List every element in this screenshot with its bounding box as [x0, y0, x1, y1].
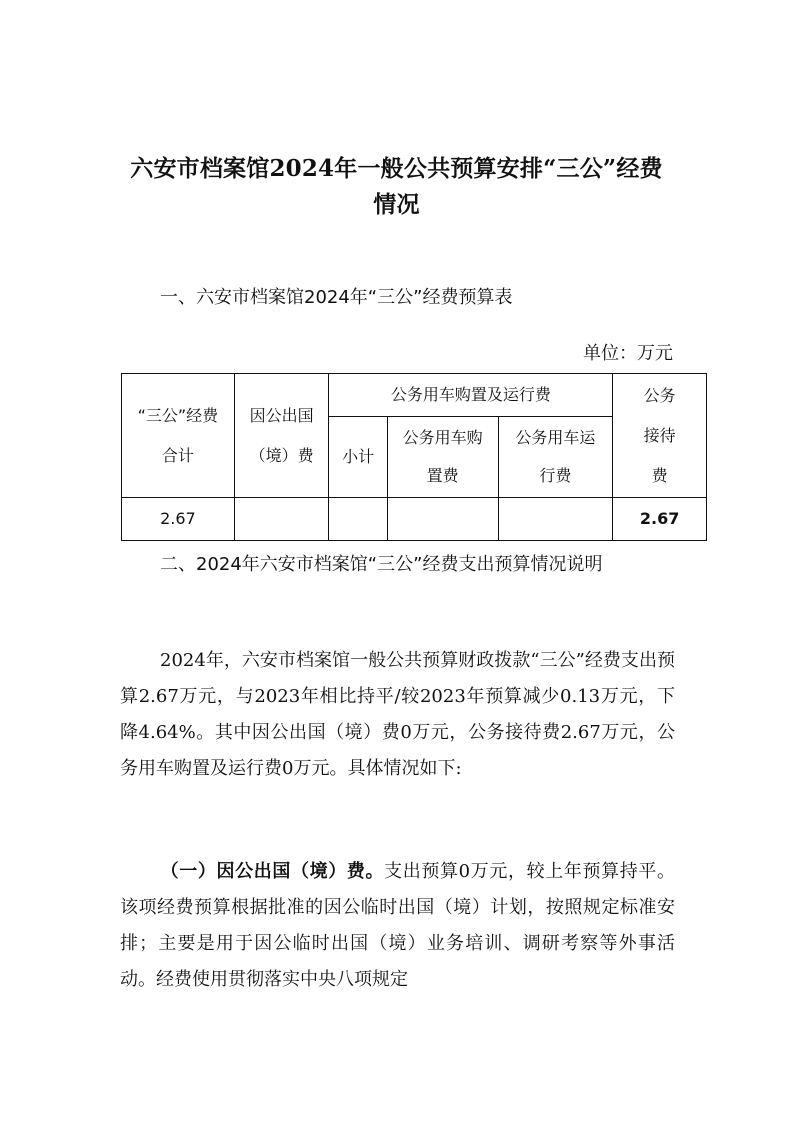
cell-reception: 2.67 — [613, 498, 707, 541]
header-total: “三公”经费合计 — [122, 374, 235, 498]
header-vehicle-operation: 公务用车运行费 — [498, 417, 613, 498]
cell-subtotal — [329, 498, 387, 541]
section-1-heading: 一、六安市档案馆2024年“三公”经费预算表 — [160, 287, 513, 308]
section-2-heading-text: 二、2024年六安市档案馆“三公”经费支出预算情况说明 — [160, 554, 603, 575]
header-vehicle-group: 公务用车购置及运行费 — [329, 374, 613, 417]
paragraph-2-lead: （一）因公出国（境）费。 — [160, 861, 385, 882]
document-title-line-2: 情况 — [373, 191, 420, 218]
unit-label: 单位：万元 — [583, 343, 673, 364]
paragraph-1-text: 2024年，六安市档案馆一般公共预算财政拨款“三公”经费支出预算2.67万元，与2023年相比持平/较2023年预算减少0.13万元，下降4.64%。其中因公出国（境）费0万元，公务接待费2.67万元，公务用车购置及运行费0万元。具体情况如下: — [120, 650, 675, 779]
cell-vehicle-operation — [498, 498, 613, 541]
table-row — [122, 498, 707, 541]
cell-overseas — [234, 498, 329, 541]
table-header-row-1 — [122, 374, 707, 417]
header-subtotal: 小计 — [329, 417, 387, 498]
paragraph-2-body: 支出预算0万元，较上年预算持平。该项经费预算根据批准的因公临时出国（境）计划，按照规定标准安排；主要是用于因公临时出国（境）业务培训、调研考察等外事活动。经费使用贯彻落实中央八项规定 — [120, 861, 676, 990]
cell-total: 2.67 — [122, 498, 235, 541]
paragraph-2 — [120, 854, 675, 998]
budget-table — [121, 373, 707, 541]
cell-vehicle-purchase — [387, 498, 498, 541]
paragraph-1 — [120, 643, 675, 787]
section-2-heading — [120, 545, 680, 585]
header-overseas: 因公出国（境）费 — [234, 374, 329, 498]
header-vehicle-purchase: 公务用车购置费 — [387, 417, 498, 498]
header-reception: 公务接待费 — [613, 374, 707, 498]
document-title-line-1: 六安市档案馆2024年一般公共预算安排“三公”经费 — [130, 155, 663, 182]
